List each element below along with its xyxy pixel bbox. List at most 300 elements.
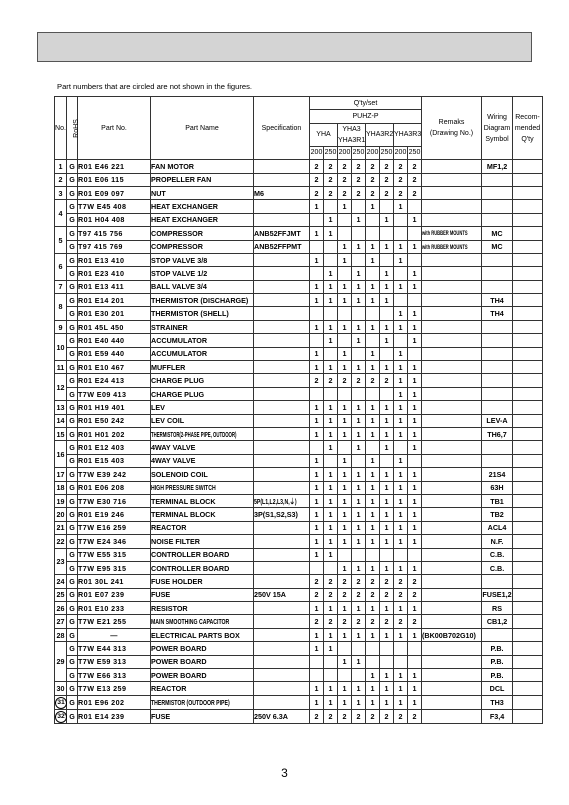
cell-qty: 1 <box>324 414 338 427</box>
cell-qty: 2 <box>352 588 366 601</box>
cell-rohs: G <box>67 615 78 628</box>
cell-qty: 2 <box>338 374 352 387</box>
cell-part-name: POWER BOARD <box>151 655 254 668</box>
cell-qty: 1 <box>324 521 338 534</box>
header-yha3r3: YHA3R3 <box>394 123 422 146</box>
cell-part-no: R01 E13 411 <box>78 280 151 293</box>
cell-qty: 2 <box>338 186 352 199</box>
cell-no: 10 <box>55 334 67 361</box>
cell-qty: 2 <box>352 575 366 588</box>
table-row <box>55 347 543 360</box>
cell-remarks <box>422 294 482 307</box>
cell-qty: 1 <box>408 561 422 574</box>
cell-spec <box>254 213 310 226</box>
cell-qty: 1 <box>324 642 338 655</box>
table-row <box>55 401 543 414</box>
cell-rohs: G <box>67 414 78 427</box>
cell-recommended-qty <box>513 561 543 574</box>
cell-part-no: R01 E06 208 <box>78 481 151 494</box>
cell-spec <box>254 173 310 186</box>
cell-qty <box>352 454 366 467</box>
cell-qty: 2 <box>366 374 380 387</box>
cell-qty: 1 <box>310 280 324 293</box>
cell-qty <box>394 441 408 454</box>
cell-wiring-symbol: P.B. <box>482 669 513 682</box>
cell-qty: 1 <box>310 602 324 615</box>
cell-qty: 1 <box>408 535 422 548</box>
cell-part-name: CONTROLLER BOARD <box>151 548 254 561</box>
cell-rohs: G <box>67 454 78 467</box>
cell-qty: 1 <box>408 669 422 682</box>
cell-qty <box>352 307 366 320</box>
cell-no: 17 <box>55 468 67 481</box>
cell-part-name: HEAT EXCHANGER <box>151 200 254 213</box>
header-wiring-symbol: Wiring Diagram Symbol <box>482 97 513 160</box>
cell-qty: 1 <box>408 387 422 400</box>
cell-wiring-symbol: TB1 <box>482 494 513 507</box>
cell-qty: 1 <box>310 682 324 695</box>
cell-qty: 1 <box>366 401 380 414</box>
cell-recommended-qty <box>513 361 543 374</box>
cell-qty: 1 <box>366 468 380 481</box>
cell-spec <box>254 628 310 641</box>
cell-qty: 1 <box>338 361 352 374</box>
cell-wiring-symbol: 21S4 <box>482 468 513 481</box>
cell-part-no: R01 E10 233 <box>78 602 151 615</box>
cell-qty: 2 <box>366 173 380 186</box>
cell-remarks <box>422 441 482 454</box>
cell-no: 9 <box>55 320 67 333</box>
cell-part-no: R01 E24 413 <box>78 374 151 387</box>
cell-remarks <box>422 669 482 682</box>
cell-qty: 1 <box>352 414 366 427</box>
cell-qty <box>324 669 338 682</box>
table-row <box>55 387 543 400</box>
cell-no: 21 <box>55 521 67 534</box>
cell-wiring-symbol <box>482 213 513 226</box>
cell-part-name: ACCUMULATOR <box>151 347 254 360</box>
cell-qty <box>310 334 324 347</box>
cell-recommended-qty <box>513 454 543 467</box>
cell-qty: 1 <box>366 669 380 682</box>
cell-qty: 1 <box>380 561 394 574</box>
cell-qty <box>324 454 338 467</box>
cell-remarks <box>422 521 482 534</box>
cell-qty: 1 <box>324 320 338 333</box>
cell-qty: 1 <box>310 521 324 534</box>
cell-qty: 1 <box>366 508 380 521</box>
cell-qty: 1 <box>380 468 394 481</box>
cell-no: 11 <box>55 361 67 374</box>
cell-rohs: G <box>67 602 78 615</box>
cell-part-no: T7W E16 259 <box>78 521 151 534</box>
cell-qty: 1 <box>324 508 338 521</box>
cell-qty: 2 <box>394 709 408 723</box>
cell-remarks <box>422 535 482 548</box>
cell-remarks: with RUBBER MOUNTS <box>422 227 482 240</box>
cell-qty: 1 <box>352 481 366 494</box>
cell-qty: 1 <box>366 414 380 427</box>
cell-wiring-symbol: TH3 <box>482 695 513 709</box>
cell-qty: 2 <box>380 615 394 628</box>
cell-qty: 2 <box>380 709 394 723</box>
cell-qty <box>338 642 352 655</box>
cell-part-name: CHARGE PLUG <box>151 387 254 400</box>
cell-qty: 1 <box>408 695 422 709</box>
cell-recommended-qty <box>513 494 543 507</box>
cell-qty: 1 <box>380 401 394 414</box>
cell-qty: 1 <box>352 602 366 615</box>
cell-qty: 2 <box>324 186 338 199</box>
cell-qty: 1 <box>338 682 352 695</box>
cell-qty <box>324 200 338 213</box>
cell-qty <box>408 642 422 655</box>
cell-qty: 2 <box>324 160 338 173</box>
header-capacity: 200 <box>366 146 380 159</box>
cell-qty: 1 <box>352 320 366 333</box>
header-yha3-r1: YHA3 YHA3R1 <box>338 123 366 146</box>
cell-qty: 1 <box>380 320 394 333</box>
cell-part-no: R01 E23 410 <box>78 267 151 280</box>
cell-rohs: G <box>67 682 78 695</box>
cell-rohs: G <box>67 387 78 400</box>
cell-qty: 1 <box>408 468 422 481</box>
cell-qty <box>310 267 324 280</box>
cell-qty <box>366 213 380 226</box>
cell-qty <box>380 227 394 240</box>
cell-qty: 1 <box>408 401 422 414</box>
table-row <box>55 481 543 494</box>
cell-qty: 2 <box>380 588 394 601</box>
cell-qty: 1 <box>310 253 324 266</box>
cell-remarks <box>422 334 482 347</box>
table-row <box>55 227 543 240</box>
table-row <box>55 521 543 534</box>
table-row <box>55 508 543 521</box>
cell-qty: 1 <box>324 494 338 507</box>
cell-qty: 1 <box>366 682 380 695</box>
cell-part-name: SOLENOID COIL <box>151 468 254 481</box>
cell-wiring-symbol: TH4 <box>482 294 513 307</box>
cell-qty: 2 <box>324 173 338 186</box>
cell-qty <box>352 227 366 240</box>
cell-remarks <box>422 280 482 293</box>
table-row <box>55 468 543 481</box>
cell-part-no: T7W E95 315 <box>78 561 151 574</box>
table-row <box>55 682 543 695</box>
cell-no: 23 <box>55 548 67 575</box>
cell-qty <box>310 213 324 226</box>
cell-qty <box>324 561 338 574</box>
cell-recommended-qty <box>513 588 543 601</box>
cell-qty <box>366 334 380 347</box>
cell-qty <box>408 347 422 360</box>
cell-qty <box>310 669 324 682</box>
cell-part-name: ELECTRICAL PARTS BOX <box>151 628 254 641</box>
cell-qty: 1 <box>380 669 394 682</box>
cell-wiring-symbol <box>482 334 513 347</box>
cell-qty: 1 <box>394 347 408 360</box>
cell-rohs: G <box>67 173 78 186</box>
cell-qty: 1 <box>310 642 324 655</box>
cell-qty <box>338 334 352 347</box>
table-row <box>55 267 543 280</box>
cell-rohs: G <box>67 320 78 333</box>
cell-rohs: G <box>67 227 78 240</box>
cell-qty <box>366 387 380 400</box>
cell-rohs: G <box>67 642 78 655</box>
cell-qty: 1 <box>394 454 408 467</box>
cell-no: 30 <box>55 682 67 695</box>
cell-part-no: R01 E50 242 <box>78 414 151 427</box>
cell-recommended-qty <box>513 441 543 454</box>
cell-qty: 1 <box>366 561 380 574</box>
cell-qty: 1 <box>408 280 422 293</box>
cell-qty: 1 <box>380 682 394 695</box>
cell-recommended-qty <box>513 682 543 695</box>
cell-qty: 1 <box>394 200 408 213</box>
header-capacity: 250 <box>352 146 366 159</box>
page-number: 3 <box>281 766 288 780</box>
cell-qty: 2 <box>310 160 324 173</box>
cell-qty: 2 <box>310 173 324 186</box>
cell-wiring-symbol <box>482 575 513 588</box>
cell-qty: 1 <box>394 280 408 293</box>
cell-remarks <box>422 374 482 387</box>
header-yha: YHA <box>310 123 338 146</box>
cell-qty: 2 <box>310 615 324 628</box>
cell-wiring-symbol <box>482 347 513 360</box>
cell-qty: 1 <box>324 213 338 226</box>
cell-qty: 1 <box>380 441 394 454</box>
cell-qty: 1 <box>352 441 366 454</box>
cell-qty: 1 <box>394 682 408 695</box>
cell-spec <box>254 267 310 280</box>
cell-qty: 1 <box>408 521 422 534</box>
cell-part-name: FUSE <box>151 709 254 723</box>
cell-spec: ANB52FFJMT <box>254 227 310 240</box>
cell-remarks <box>422 173 482 186</box>
cell-qty: 1 <box>310 401 324 414</box>
cell-qty: 1 <box>324 427 338 440</box>
cell-qty <box>352 200 366 213</box>
cell-wiring-symbol <box>482 401 513 414</box>
cell-rohs: G <box>67 361 78 374</box>
cell-qty: 2 <box>394 160 408 173</box>
cell-part-name: THERMISTOR (OUTDOOR PIPE) <box>151 695 254 709</box>
cell-qty: 2 <box>338 709 352 723</box>
cell-qty: 1 <box>380 427 394 440</box>
table-row <box>55 427 543 440</box>
cell-spec: ANB52FFPMT <box>254 240 310 253</box>
cell-spec <box>254 655 310 668</box>
cell-qty: 1 <box>352 494 366 507</box>
cell-spec <box>254 521 310 534</box>
cell-qty: 2 <box>408 575 422 588</box>
cell-recommended-qty <box>513 334 543 347</box>
table-row <box>55 240 543 253</box>
cell-qty <box>408 454 422 467</box>
cell-recommended-qty <box>513 320 543 333</box>
cell-spec: 250V 15A <box>254 588 310 601</box>
cell-qty: 1 <box>408 602 422 615</box>
cell-part-no: R01 E10 467 <box>78 361 151 374</box>
note-text: Part numbers that are circled are not shown in the figures. <box>57 82 253 91</box>
cell-wiring-symbol: MC <box>482 227 513 240</box>
cell-qty: 1 <box>352 628 366 641</box>
table-row <box>55 669 543 682</box>
cell-qty: 1 <box>338 508 352 521</box>
cell-no: 5 <box>55 227 67 254</box>
cell-qty: 1 <box>338 602 352 615</box>
cell-part-name: STOP VALVE 3/8 <box>151 253 254 266</box>
cell-qty: 1 <box>408 334 422 347</box>
cell-rohs: G <box>67 628 78 641</box>
cell-rohs: G <box>67 200 78 213</box>
cell-spec <box>254 414 310 427</box>
cell-spec <box>254 320 310 333</box>
cell-spec <box>254 334 310 347</box>
cell-qty: 1 <box>324 227 338 240</box>
cell-wiring-symbol: RS <box>482 602 513 615</box>
cell-wiring-symbol <box>482 441 513 454</box>
cell-rohs: G <box>67 401 78 414</box>
cell-remarks <box>422 682 482 695</box>
cell-qty: 1 <box>324 280 338 293</box>
cell-wiring-symbol: ACL4 <box>482 521 513 534</box>
cell-no: 19 <box>55 494 67 507</box>
cell-qty: 1 <box>324 628 338 641</box>
cell-recommended-qty <box>513 575 543 588</box>
cell-qty <box>408 655 422 668</box>
cell-qty: 1 <box>338 521 352 534</box>
cell-qty: 2 <box>366 186 380 199</box>
cell-qty: 1 <box>366 481 380 494</box>
cell-remarks <box>422 575 482 588</box>
cell-remarks <box>422 642 482 655</box>
table-row <box>55 173 543 186</box>
cell-qty: 2 <box>380 575 394 588</box>
cell-wiring-symbol: DCL <box>482 682 513 695</box>
cell-no: 8 <box>55 294 67 321</box>
cell-remarks <box>422 481 482 494</box>
cell-remarks <box>422 320 482 333</box>
cell-qty: 1 <box>394 481 408 494</box>
cell-qty: 1 <box>394 535 408 548</box>
header-part-no: Part No. <box>78 97 151 160</box>
cell-spec <box>254 374 310 387</box>
cell-part-no: T7W E45 408 <box>78 200 151 213</box>
cell-qty: 1 <box>408 441 422 454</box>
cell-part-name: ACCUMULATOR <box>151 334 254 347</box>
cell-rohs: G <box>67 334 78 347</box>
cell-recommended-qty <box>513 521 543 534</box>
cell-recommended-qty <box>513 347 543 360</box>
cell-qty: 1 <box>366 240 380 253</box>
cell-part-no: R01 E06 115 <box>78 173 151 186</box>
cell-rohs: G <box>67 347 78 360</box>
cell-qty <box>408 227 422 240</box>
cell-qty: 1 <box>408 414 422 427</box>
cell-qty <box>366 227 380 240</box>
cell-no: 28 <box>55 628 67 641</box>
cell-qty <box>352 642 366 655</box>
cell-qty: 1 <box>324 481 338 494</box>
cell-qty: 1 <box>310 535 324 548</box>
cell-part-name: NOISE FILTER <box>151 535 254 548</box>
table-row <box>55 361 543 374</box>
cell-qty: 1 <box>338 561 352 574</box>
cell-qty <box>380 454 394 467</box>
cell-qty: 1 <box>310 320 324 333</box>
cell-qty: 1 <box>380 267 394 280</box>
cell-no: 18 <box>55 481 67 494</box>
cell-rohs: G <box>67 575 78 588</box>
cell-spec <box>254 548 310 561</box>
cell-no: 7 <box>55 280 67 293</box>
cell-qty: 2 <box>338 588 352 601</box>
cell-qty: 1 <box>310 494 324 507</box>
cell-rohs: G <box>67 307 78 320</box>
cell-rohs: G <box>67 441 78 454</box>
cell-spec <box>254 642 310 655</box>
header-puhz: PUHZ-P <box>310 110 422 123</box>
cell-qty: 1 <box>380 414 394 427</box>
cell-no: 16 <box>55 441 67 468</box>
cell-rohs: G <box>67 494 78 507</box>
cell-qty: 1 <box>310 548 324 561</box>
cell-qty <box>408 548 422 561</box>
cell-qty: 1 <box>394 602 408 615</box>
cell-remarks <box>422 615 482 628</box>
cell-qty: 1 <box>338 655 352 668</box>
cell-wiring-symbol <box>482 173 513 186</box>
cell-qty: 1 <box>408 628 422 641</box>
cell-qty: 1 <box>324 294 338 307</box>
cell-no: 25 <box>55 588 67 601</box>
cell-wiring-symbol: FUSE1,2 <box>482 588 513 601</box>
cell-remarks <box>422 588 482 601</box>
table-row <box>55 615 543 628</box>
cell-wiring-symbol <box>482 186 513 199</box>
cell-qty: 1 <box>380 361 394 374</box>
cell-qty: 2 <box>310 575 324 588</box>
cell-spec <box>254 441 310 454</box>
table-row <box>55 160 543 173</box>
cell-qty: 1 <box>394 561 408 574</box>
cell-qty: 1 <box>352 427 366 440</box>
header-recommended-qty: Recom- mended Q'ty <box>513 97 543 160</box>
cell-qty: 1 <box>380 508 394 521</box>
cell-qty: 2 <box>338 575 352 588</box>
cell-part-no: R01 30L 241 <box>78 575 151 588</box>
cell-part-no: R01 E12 403 <box>78 441 151 454</box>
header-rohs: RoHS <box>67 97 78 160</box>
cell-qty: 1 <box>338 695 352 709</box>
cell-qty <box>310 307 324 320</box>
cell-qty: 1 <box>408 307 422 320</box>
cell-qty: 1 <box>394 240 408 253</box>
cell-part-no: T7W E59 313 <box>78 655 151 668</box>
cell-qty <box>310 655 324 668</box>
cell-remarks: (BK00B702G10) <box>422 628 482 641</box>
cell-rohs: G <box>67 427 78 440</box>
cell-no: 2 <box>55 173 67 186</box>
cell-qty <box>380 200 394 213</box>
cell-rohs: G <box>67 561 78 574</box>
cell-spec <box>254 454 310 467</box>
cell-rohs: G <box>67 669 78 682</box>
